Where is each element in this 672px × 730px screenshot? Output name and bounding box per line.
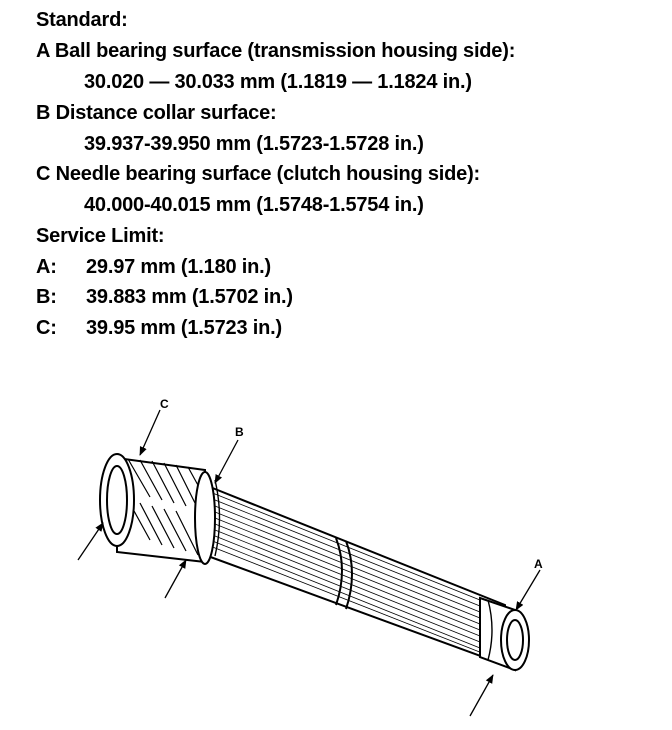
spec-c-value: 40.000-40.015 mm (1.5748-1.5754 in.) bbox=[84, 194, 424, 216]
shaft-body bbox=[205, 485, 505, 665]
mainshaft-illustration bbox=[0, 380, 672, 730]
limit-row-c bbox=[36, 318, 282, 338]
spec-a-value: 30.020 — 30.033 mm (1.1819 — 1.1824 in.) bbox=[84, 71, 472, 93]
limit-value-b: 39.883 mm (1.5702 in.) bbox=[86, 286, 293, 308]
spec-b-value: 39.937-39.950 mm (1.5723-1.5728 in.) bbox=[84, 133, 424, 155]
callout-label-c: C bbox=[160, 397, 169, 411]
callout-label-a: A bbox=[534, 557, 543, 571]
limit-value-a: 29.97 mm (1.180 in.) bbox=[86, 256, 271, 278]
limit-key-b: B: bbox=[36, 286, 57, 308]
limit-key-c: C: bbox=[36, 317, 57, 339]
limit-value-c: 39.95 mm (1.5723 in.) bbox=[86, 317, 282, 339]
limit-row-b bbox=[36, 287, 293, 307]
spec-c-label: C Needle bearing surface (clutch housing side): bbox=[36, 163, 481, 185]
ball-bearing-journal bbox=[480, 598, 529, 670]
standard-heading: Standard: bbox=[36, 9, 128, 31]
limit-row-a bbox=[36, 257, 271, 277]
callout-label-b: B bbox=[235, 425, 244, 439]
spec-a-label: A Ball bearing surface (transmission housing side): bbox=[36, 40, 516, 62]
spec-b-label: B Distance collar surface: bbox=[36, 102, 277, 124]
service-limit-heading: Service Limit: bbox=[36, 225, 165, 247]
limit-key-a: A: bbox=[36, 256, 57, 278]
needle-bearing-hub bbox=[100, 454, 134, 546]
gear-shoulder bbox=[195, 472, 220, 564]
